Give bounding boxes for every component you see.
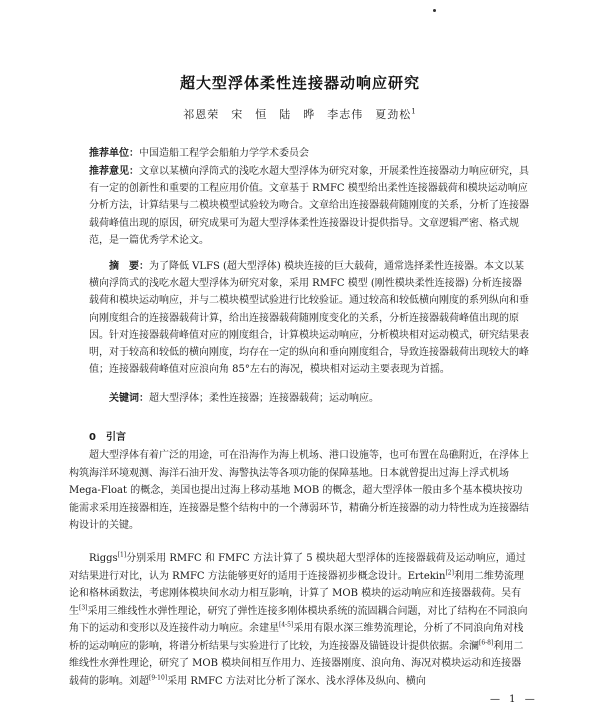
intro-text-segment: 分别采用 RMFC 和 FMFC 方法计算了 5 模块超大型浮体的连接器载荷及运动响应，通过对结果进行对比，认为 RMFC 方法能够更好的适用于连接器初步概念设计。Ertekin [69,553,526,582]
recommendation-text: 文章以某横向浮筒式的浅吃水超大型浮体为研究对象，开展柔性连接器动力响应研究，具有一定的创新性和重要的工程应用价值。文章基于 RMFC 模型给出柔性连接器载荷和模块运动响应分析方法，计算结果与二模块模型试验较为吻合。文章给出连接器载荷随刚度的关系，分析了连接器载荷峰值出现的原因，研究成果可为超大型浮体柔性连接器设计提供指导。文章逻辑严密、格式规范，是一篇优秀学术论文。 [89,166,529,246]
page-number: — 1 — [490,694,538,705]
keywords-text: 超大型浮体；柔性连接器；连接器载荷；运动响应。 [149,393,379,404]
intro-paragraph-1: 超大型浮体有着广泛的用途，可在沿海作为海上机场、港口设施等，也可布置在岛礁附近，在浮体上构筑海洋环境观测、海洋石油开发、海警执法等各项功能的保障基地。日本就曾提出过海上浮式机场 Mega-Float 的概念，美国也提出过海上移动基地 MOB 的概念，超大型浮体一般由多个基本模块按功能需求采用连接器相连，连接器是整个结构中的一个薄弱环节，精确分析连接器的动力特性成为连接器结构设计的关键。 [69,450,529,531]
recommendation-block [89,163,529,249]
intro-text-segment: 采用有限水深三维势流理论，分析了不同浪向角对栈桥的运动响应的影响，将谱分析结果与实验进行了比较，为连接器及锚链设计提供依据。余澜 [69,623,524,652]
abstract-label: 摘 要： [109,261,149,272]
paper-title: 超大型浮体柔性连接器动响应研究 [179,74,420,92]
affiliation-label: 推荐单位： [89,148,139,159]
citation-ref: [9-10] [149,674,168,682]
scan-speck [433,9,436,12]
body-paragraph [69,447,529,535]
section-heading: 0 引言 [89,432,126,443]
recommendation-label: 推荐意见： [89,166,139,177]
intro-text-segment: 利用二维势流理论和格林函数法，考虑刚体模块间水动力相互影响，计算了 MOB 模块的运动响应和连接器载荷。吴有生 [69,570,524,617]
abstract-block [89,258,529,378]
intro-text-segment: Riggs [89,553,118,564]
intro-paragraph-2 [69,550,529,690]
author-footnote-mark: 1 [411,107,417,116]
citation-ref: [6-8] [479,639,494,647]
citation-ref: [2] [445,569,454,577]
abstract-text: 为了降低 VLFS (超大型浮体) 模块连接的巨大载荷，通常选择柔性连接器。本文以某横向浮筒式的浅吃水超大型浮体为研究对象，采用 RMFC 模型 (刚性模块柔性连接器) 分析连接器载荷和模块运动响应，并与二模块模型试验进行比较验证。通过较高和较低横向刚度的系列纵向和垂向刚度组合的连接器载荷计算，给出连接器载荷随刚度变化的关系，分析连接器载荷峰值出现的原因。针对连接器载荷峰值对应的刚度组合，计算模块运动响应，分析模块相对运动模式，研究结果表明，对于较高和较低的横向刚度，均存在一定的纵向和垂向刚度组合，导致连接器载荷出现较大的峰值；连接器载荷峰值对应浪向角 85°左右的海况，模块相对运动主要表现为首摇。 [89,261,529,376]
keywords-label: 关键词： [109,393,149,404]
citation-ref: [3] [79,604,88,612]
body-paragraph [69,550,529,690]
keywords-line [89,390,529,407]
intro-text-segment: 利用二维线性水弹性理论，研究了 MOB 模块间相互作用力、连接器刚度、浪向角、海况对模块运动和连接器载荷的影响。刘超 [69,640,524,687]
intro-text-segment: 采用 RMFC 方法对比分析了深水、浅水浮体及纵向、横向 [167,675,426,687]
affiliation-text: 中国造船工程学会船舶力学学术委员会 [139,148,309,159]
affiliation-line [89,145,529,162]
citation-ref: [4-5] [279,621,294,629]
citation-ref: [1] [117,551,127,559]
author-list [0,106,600,122]
intro-text-segment: 采用三维线性水弹性理论，研究了弹性连接多刚体模块系统的流固耦合问题，对比了结构在不同浪向角下的运动和变形以及连接件动力响应。余建星 [69,605,528,634]
authors-names: 祁恩荣 宋 恒 陆 晔 李志伟 夏劲松 [183,108,412,121]
